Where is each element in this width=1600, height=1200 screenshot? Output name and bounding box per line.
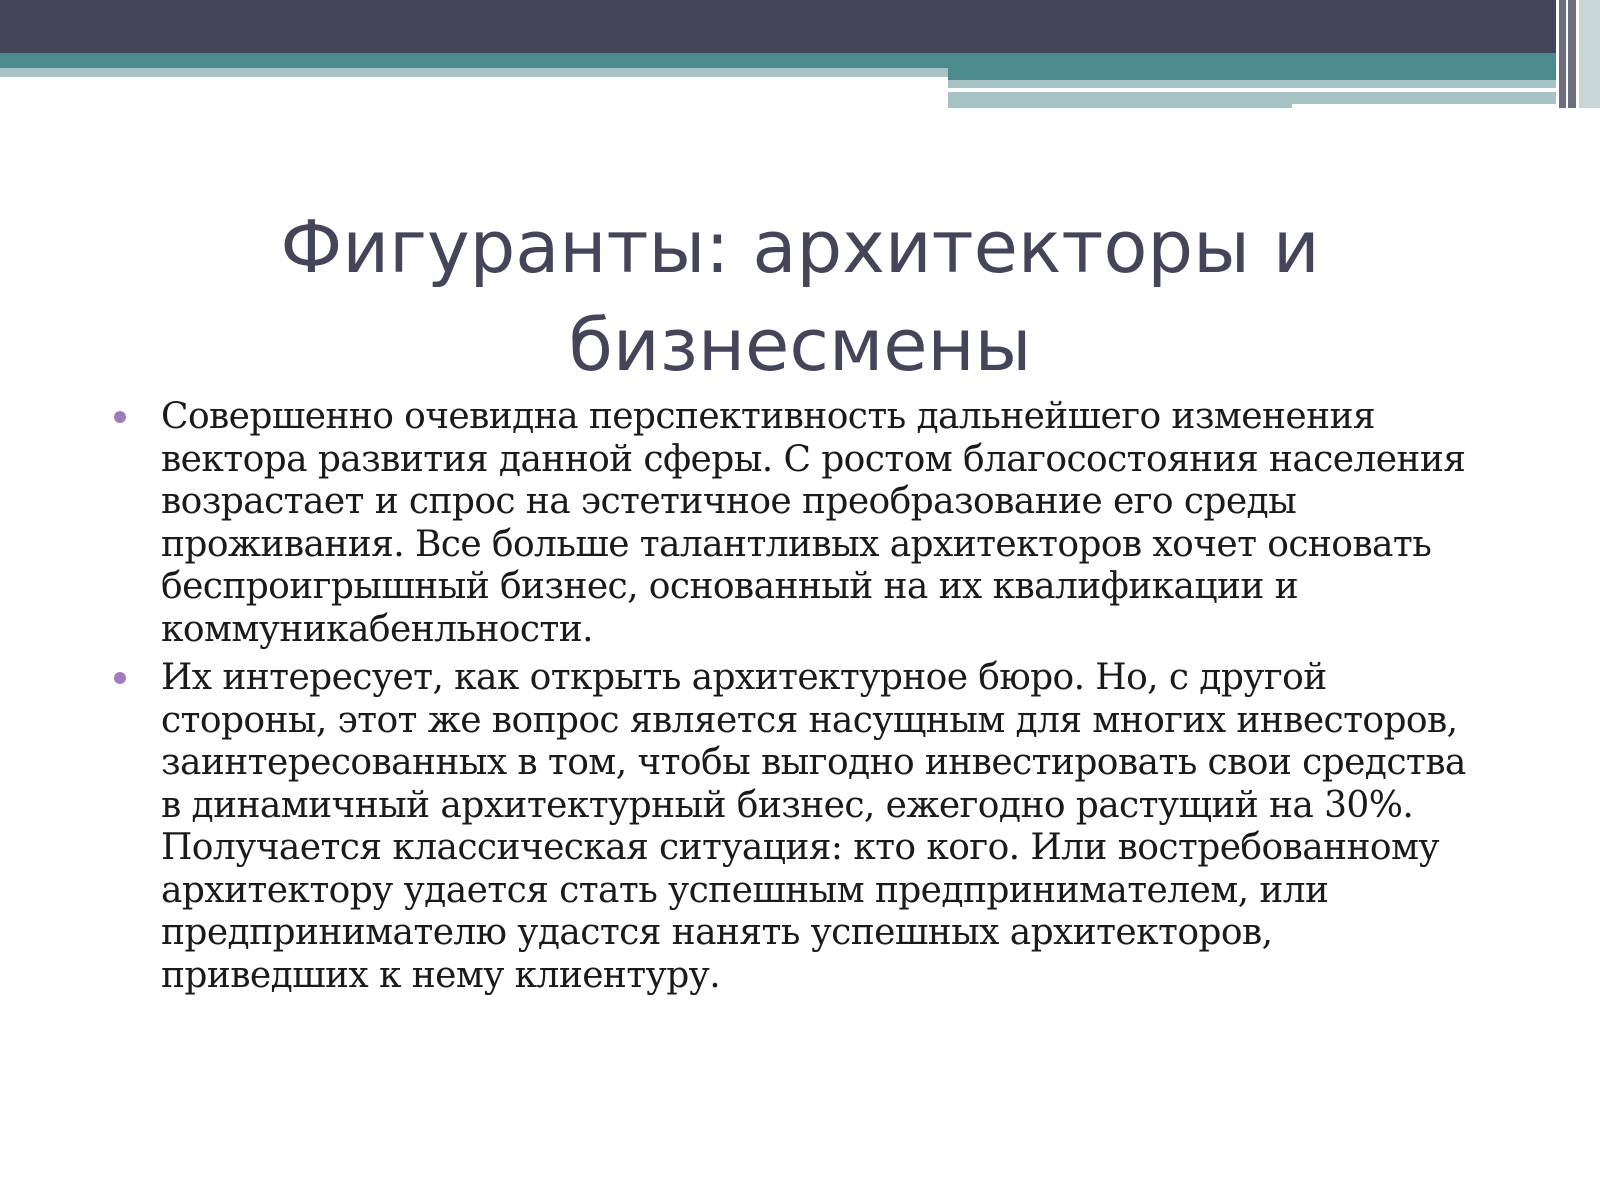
banner-edge-stripe <box>1568 0 1576 108</box>
bullet-item <box>114 657 1484 997</box>
banner-edge-stripe <box>1579 0 1600 108</box>
bullet-item <box>114 396 1484 651</box>
slide-title: Фигуранты: архитекторы и бизнесмены <box>280 205 1320 387</box>
banner-edge-gap <box>1556 0 1559 108</box>
bullet-dot-icon <box>114 672 126 684</box>
banner-dark-band <box>0 0 1600 53</box>
banner-light-band-right <box>948 80 1563 88</box>
banner-light-band-left <box>0 68 948 77</box>
bullet-text: Их интересует, как открыть архитектурное бюро. Но, с другой стороны, этот же вопрос является насущным для многих инвесторов, заинтересованных в том, чтобы выгодно инвестировать свои средства в динамичный архитектурный бизнес, ежегодно растущий на 30%. Получается классическая ситуация: кто кого. Или востребованному архитектору удается стать успешным предпринимателем, или предпринимателю удастся нанять успешных архитекторов, приведших к нему клиентуру. <box>161 657 1466 996</box>
bullet-dot-icon <box>114 411 126 423</box>
banner-edge-stripe <box>1559 0 1566 108</box>
banner-teal-band-right <box>948 68 1600 80</box>
bullet-text: Совершенно очевидна перспективность дальнейшего изменения вектора развития данной сферы. С ростом благосостояния населения возрастает и спрос на эстетичное преобразование его среды проживания. Все больше талантливых архитекторов хочет основать беспроигрышный бизнес, основанный на их квалификации и коммуникабенльности. <box>161 396 1466 650</box>
banner-light-band-low <box>948 92 1292 108</box>
banner-edge-gap <box>1566 0 1568 108</box>
banner-teal-band <box>0 53 1600 68</box>
banner-edge-gap <box>1576 0 1579 108</box>
banner-light-band-low-right <box>1292 92 1564 104</box>
bullet-list <box>114 396 1484 1003</box>
